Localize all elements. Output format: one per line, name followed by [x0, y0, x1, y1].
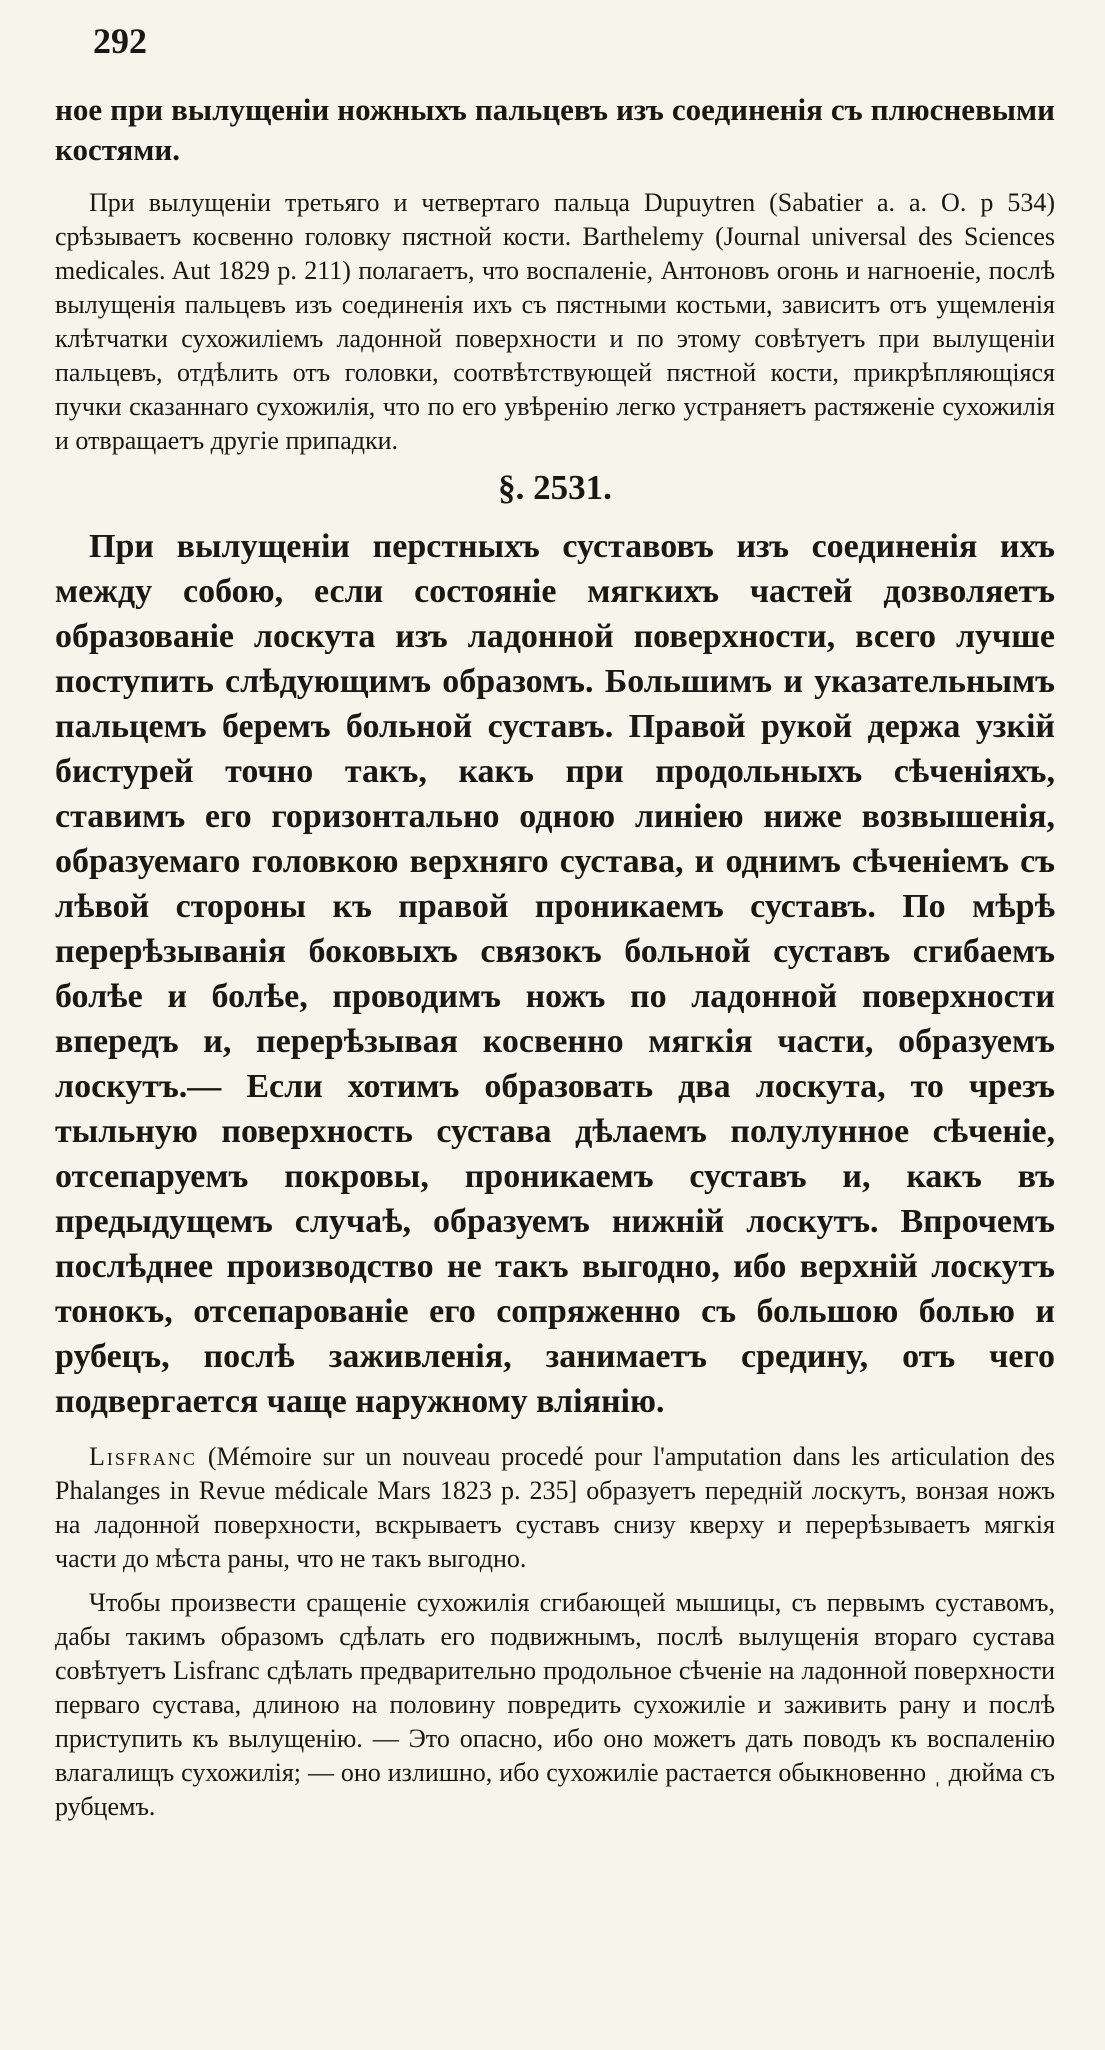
page-number: 292 — [93, 21, 147, 61]
main-paragraph: При вылущеніи перстныхъ суставовъ изъ соединенія ихъ между собою, если состояніе мягкихъ частей дозволяетъ образованіе лоскута изъ ладонной поверхности, всего лучше поступить слѣдующимъ образомъ. Большимъ и указательнымъ пальцемъ беремъ больной суставъ. Правой рукой держа узкій бистурей точно такъ, какъ при продольныхъ сѣченіяхъ, ставимъ его горизонтально одною линіею ниже возвышенія, образуемаго головкою верхняго сустава, и однимъ сѣченіемъ съ лѣвой стороны къ правой проникаемъ суставъ. По мѣрѣ перерѣзыванія боковыхъ связокъ больной суставъ сгибаемъ болѣе и болѣе, проводимъ ножъ по ладонной поверхности впередъ и, перерѣзывая косвенно мягкія части, образуемъ лоскутъ.— Если хотимъ образовать два лоскута, то чрезъ тыльную поверхность сустава дѣлаемъ полулунное сѣченіе, отсепаруемъ покровы, проникаемъ суставъ и, какъ въ предыдущемъ случаѣ, образуемъ нижній лоскутъ. Впрочемъ послѣднее производство не такъ выгодно, ибо верхній лоскутъ тонокъ, отсепарованіе его сопряженно съ большою болью и рубецъ, послѣ заживленія, занимаетъ средину, отъ чего подвергается чаще наружному вліянію. — [55, 528, 1055, 1420]
note-paragraph-lisfranc — [55, 1440, 1055, 1576]
note-paragraph-dupuytren: При вылущеніи третьяго и четвертаго пальца Dupuytren (Sabatier a. a. O. p 534) срѣзываетъ косвенно головку пястной кости. Barthelemy (Journal universal des Sciences medicales. Aut 1829 p. 211) полагаетъ, что воспаленіе, Антоновъ огонь и нагноеніе, послѣ вылущенія пальцевъ изъ соединенія ихъ съ пястными костьми, зависитъ отъ ущемленія клѣтчатки сухожиліемъ ладонной поверхности и по этому совѣтуетъ при вылущеніи пальцевъ, отдѣлить отъ головки, соотвѣтствующей пястной кости, прикрѣпляющіяся пучки сказаннаго сухожилія, что по его увѣренію легко устраняетъ растяженіе сухожилія и отвращаетъ другіе припадки. — [55, 188, 1055, 455]
carryover-paragraph: ное при вылущеніи ножныхъ пальцевъ изъ соединенія съ плюсневыми костями. — [55, 92, 1055, 167]
section-heading: §. 2531. — [498, 468, 612, 507]
book-page — [55, 20, 1055, 1824]
note-paragraph-tendon: Чтобы произвести сращеніе сухожилія сгибающей мышицы, съ первымъ суставомъ, дабы такимъ образомъ сдѣлать его подвижнымъ, послѣ вылущенія втораго сустава совѣтуетъ Lisfranc сдѣлать предварительно продольное сѣченіе на ладонной поверхности перваго сустава, длиною на половину повредить сухожиліе и заживить рану и послѣ приступить къ вылущенію. — Это опасно, ибо оно можетъ дать поводъ къ воспаленію влагалищъ сухожилія; — оно излишно, ибо сухожиліе растается обыкновенно ˌ дюйма съ рубцемъ. — [55, 1588, 1055, 1821]
note-text: (Mémoire sur un nouveau procedé pour l'amputation dans les articulation des Phalanges in Revue médicale Mars 1823 p. 235] образуетъ передній лоскутъ, вонзая ножъ на ладонной поверхности, вскрываетъ суставъ снизу кверху и перерѣзываетъ мягкія части до мѣста раны, что не такъ выгодно. — [55, 1442, 1056, 1573]
author-name: Lisfranc — [89, 1442, 197, 1471]
